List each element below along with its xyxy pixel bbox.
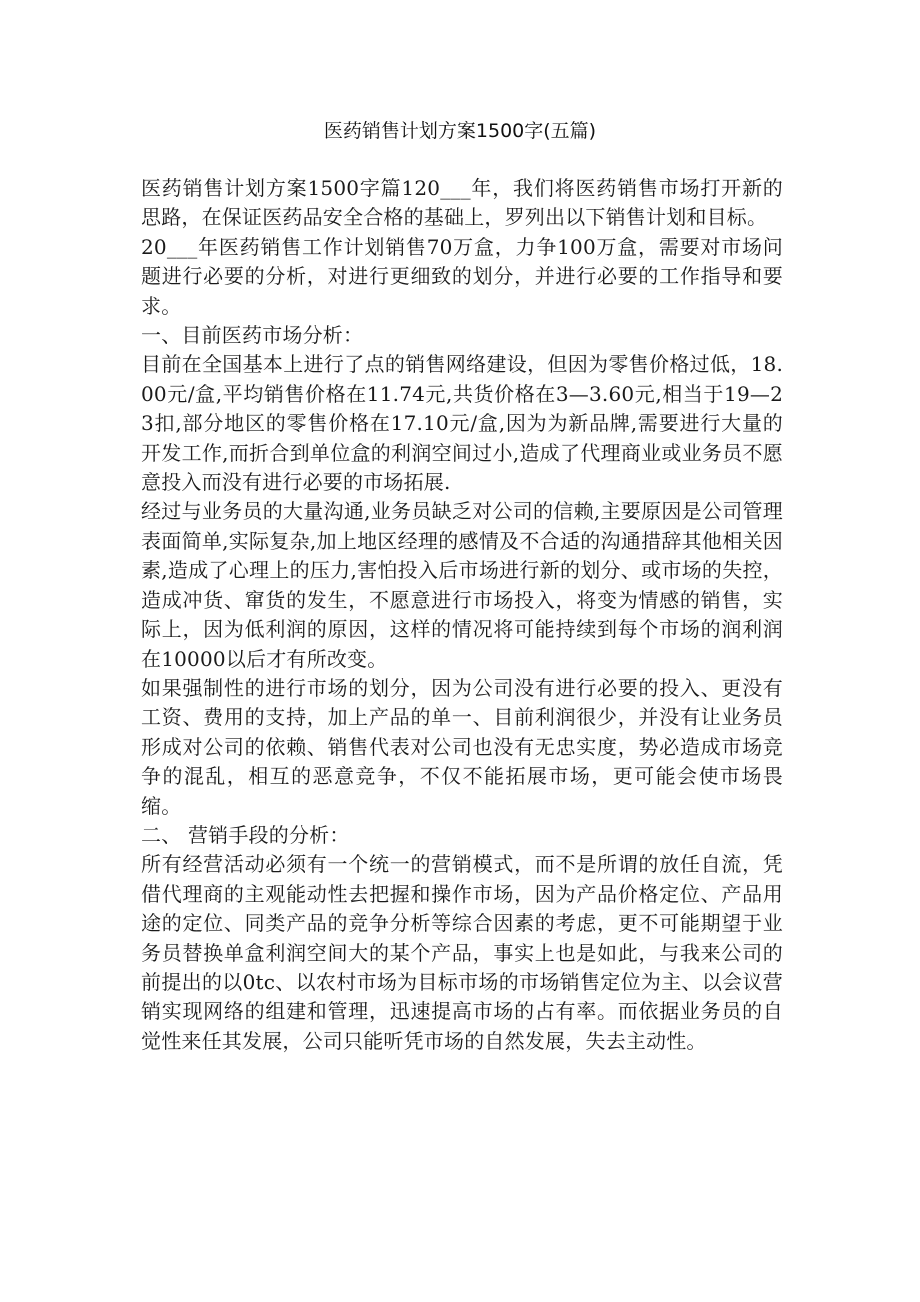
paragraph-market-network: 目前在全国基本上进行了点的销售网络建设，但因为零售价格过低，18.00元/盒,平均销售价格在11.74元,共货价格在3—3.60元,相当于19—23扣,部分地区的零售价格在17.10元/盒,因为为新品牌,需要进行大量的开发工作,而折合到单位盒的利润空间过小,造成了代理商业或业务员不愿意投入而没有进行必要的市场拓展. xyxy=(141,352,783,495)
document-title: 医药销售计划方案1500字(五篇) xyxy=(323,120,597,142)
document-body xyxy=(141,174,783,1056)
paragraph-marketing-model: 所有经营活动必须有一个统一的营销模式，而不是所谓的放任自流，凭借代理商的主观能动性去把握和操作市场，因为产品价格定位、产品用途的定位、同类产品的竞争分析等综合因素的考虑，更不可能期望于业务员替换单盒利润空间大的某个产品，事实上也是如此，与我来公司的前提出的以0tc、以农村市场为目标市场的市场销售定位为主、以会议营销实现网络的组建和管理，迅速提高市场的占有率。而依据业务员的自觉性来任其发展，公司只能听凭市场的自然发展，失去主动性。 xyxy=(141,852,783,1053)
paragraph-market-division: 如果强制性的进行市场的划分，因为公司没有进行必要的投入、更没有工资、费用的支持，加上产品的单一、目前利润很少，并没有让业务员形成对公司的依赖、销售代表对公司也没有无忠实度，势必造成市场竞争的混乱，相互的恶意竞争，不仅不能拓展市场，更可能会使市场畏缩。 xyxy=(141,675,783,818)
paragraph-sales-target: 20___年医药销售工作计划销售70万盒，力争100万盒，需要对市场问题进行必要的分析，对进行更细致的划分，并进行必要的工作指导和要求。 xyxy=(141,234,783,318)
section-heading-marketing-means: 二、 营销手段的分析： xyxy=(141,822,350,847)
paragraph-salesperson-communication: 经过与业务员的大量沟通,业务员缺乏对公司的信赖,主要原因是公司管理表面简单,实际复杂,加上地区经理的感情及不合适的沟通措辞其他相关因素,造成了心理上的压力,害怕投入后市场进行新的划分、或市场的失控，造成冲货、窜货的发生，不愿意进行市场投入，将变为情感的销售，实际上，因为低利润的原因，这样的情况将可能持续到每个市场的润利润在10000以后才有所改变。 xyxy=(141,499,783,671)
paragraph-intro: 医药销售计划方案1500字篇120___年，我们将医药销售市场打开新的思路，在保证医药品安全合格的基础上，罗列出以下销售计划和目标。 xyxy=(141,176,783,230)
section-heading-market-analysis: 一、目前医药市场分析： xyxy=(141,323,364,348)
